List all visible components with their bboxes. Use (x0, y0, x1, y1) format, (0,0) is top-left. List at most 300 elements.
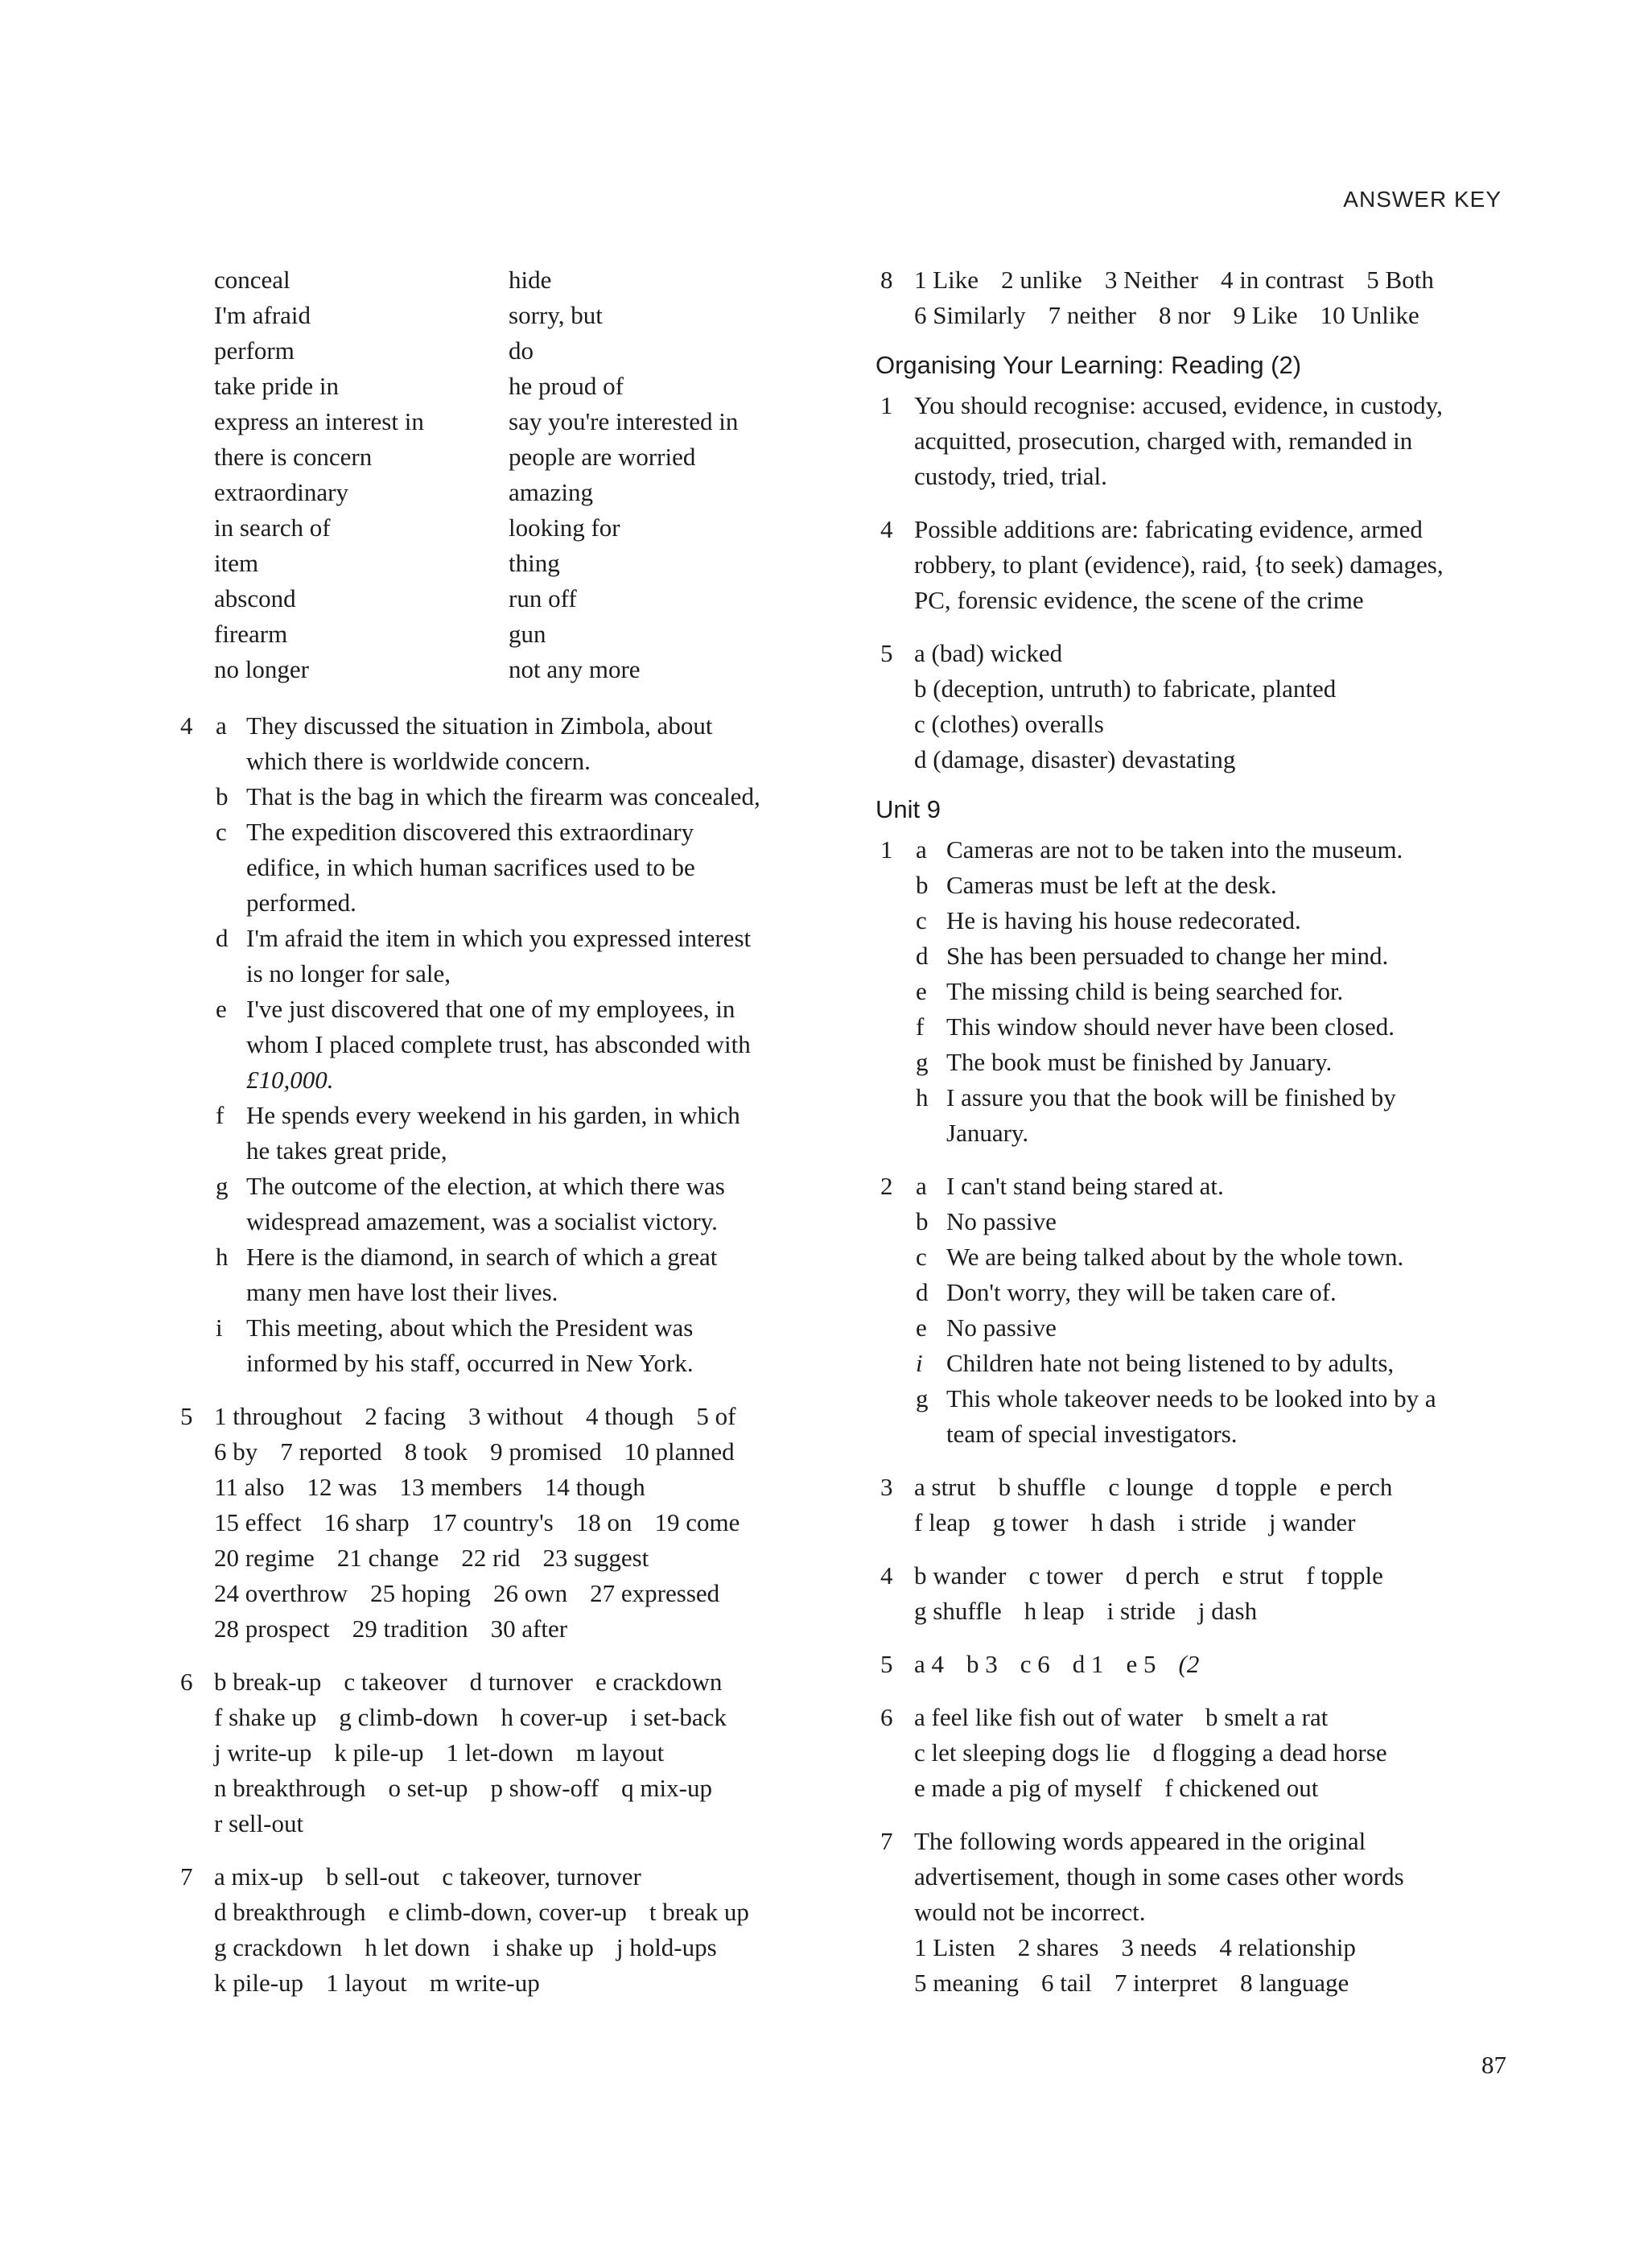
answer-entry: d 1 (1072, 1650, 1104, 1678)
answer-entry: j wander (1268, 1508, 1356, 1536)
answer-entry: k pile-up (214, 1969, 304, 1997)
answer-entry: 1 Like (914, 266, 979, 294)
page-number: 87 (1481, 2051, 1506, 2079)
answer-entry: 23 suggest (542, 1544, 649, 1572)
answer-entry: 3 Neither (1104, 266, 1199, 294)
unit9-exercise-3 (876, 1470, 1527, 1540)
vocab-equivalent: not any more (509, 655, 641, 683)
item-letter: a (216, 711, 227, 740)
answer-entry: 28 prospect (214, 1614, 330, 1643)
answer-entry: r sell-out (214, 1809, 304, 1837)
answer-entry: 3 needs (1121, 1933, 1197, 1961)
left-column (175, 262, 819, 2019)
exercise-number: 5 (180, 1402, 193, 1430)
answer-item (214, 1098, 819, 1169)
answer-entry: q mix-up (621, 1774, 712, 1802)
answer-item (914, 1381, 1527, 1452)
answer-line: widespread amazement, was a socialist victory. (246, 1207, 718, 1235)
vocab-equivalent: sorry, but (509, 301, 603, 329)
answer-entry: g tower (992, 1508, 1069, 1536)
item-letter: b (916, 1207, 929, 1235)
exercise-number: 1 (880, 391, 893, 419)
answer-line: edifice, in which human sacrifices used to be (246, 853, 695, 881)
answer-entry: d flogging a dead horse (1152, 1738, 1387, 1767)
answer-entry: b break-up (214, 1668, 322, 1696)
answer-entry: a mix-up (214, 1862, 304, 1891)
answer-entry: e 5 (1126, 1650, 1156, 1678)
reading-answer-4 (876, 512, 1527, 618)
unit9-exercise-6 (876, 1700, 1527, 1806)
answer-item (914, 1080, 1527, 1151)
answer-line (214, 1399, 819, 1434)
answer-item (914, 832, 1527, 868)
answer-entry: 22 rid (461, 1544, 521, 1572)
exercise-5 (175, 1399, 819, 1647)
answer-entry: t break up (649, 1898, 749, 1926)
vocab-term: conceal (214, 266, 290, 294)
answer-entry: 2 unlike (1001, 266, 1082, 294)
exercise-number: 3 (880, 1473, 893, 1501)
answer-line: They discussed the situation in Zimbola, about (246, 711, 713, 740)
item-letter: g (916, 1384, 929, 1412)
answer-entry: m write-up (429, 1969, 540, 1997)
answer-entry: 6 tail (1041, 1969, 1092, 1997)
answer-line (914, 1965, 1527, 2001)
answer-entry: e strut (1222, 1561, 1284, 1590)
answer-entry: 1 throughout (214, 1402, 343, 1430)
answer-item (914, 1045, 1527, 1080)
answer-item (914, 1346, 1527, 1381)
vocab-equivalent: people are worried (509, 443, 696, 471)
answer-line: The missing child is being searched for. (946, 977, 1344, 1005)
item-letter: e (916, 977, 927, 1005)
answer-line: performed. (246, 889, 356, 917)
answer-line (214, 1505, 819, 1540)
answer-line: I'm afraid the item in which you expressed interest (246, 924, 752, 952)
answer-item (214, 992, 819, 1098)
answer-line (214, 1895, 819, 1930)
answer-item (214, 814, 819, 921)
exercise-number: 6 (180, 1668, 193, 1696)
answer-line (914, 262, 1527, 298)
answer-entry: f shake up (214, 1703, 317, 1731)
answer-line: whom I placed complete trust, has absconded with (246, 1030, 751, 1058)
item-letter: h (916, 1083, 929, 1111)
exercise-7 (175, 1859, 819, 2001)
answer-line: robbery, to plant (evidence), raid, {to seek) damages, (914, 551, 1444, 579)
answer-line: The outcome of the election, at which there was (246, 1172, 725, 1200)
answer-entry: c let sleeping dogs lie (914, 1738, 1131, 1767)
vocab-pair-row (214, 404, 819, 439)
answer-line (214, 1859, 819, 1895)
answer-line (214, 1965, 819, 2001)
answer-line: advertisement, though in some cases other words (914, 1862, 1404, 1891)
item-letter: f (216, 1101, 225, 1129)
answer-line (214, 1735, 819, 1771)
answer-item (914, 1009, 1527, 1045)
answer-entry: 30 after (490, 1614, 568, 1643)
answer-entry: g climb-down (339, 1703, 479, 1731)
answer-entry: 17 country's (431, 1508, 554, 1536)
answer-entry: 4 relationship (1219, 1933, 1356, 1961)
answer-entry: 19 come (654, 1508, 740, 1536)
answer-item (914, 974, 1527, 1009)
answer-line (914, 1700, 1527, 1735)
answer-line (214, 1470, 819, 1505)
unit9-exercise-4 (876, 1558, 1527, 1629)
answer-entry: b sell-out (326, 1862, 420, 1891)
running-header: ANSWER KEY (1343, 187, 1502, 212)
vocab-equivalent: gun (509, 620, 546, 648)
exercise-6 (175, 1664, 819, 1841)
answer-entry: 27 expressed (590, 1579, 720, 1607)
answer-item (914, 903, 1527, 938)
vocab-equivalent: say you're interested in (509, 407, 739, 435)
answer-entry: 8 language (1240, 1969, 1349, 1997)
answer-entry: (2 (1178, 1650, 1200, 1678)
answer-line: which there is worldwide concern. (246, 747, 591, 775)
item-letter: c (916, 1243, 927, 1271)
answer-entry: c tower (1028, 1561, 1103, 1590)
exercise-4 (175, 708, 819, 1381)
answer-item (214, 921, 819, 992)
answer-item (914, 1204, 1527, 1239)
vocab-term: extraordinary (214, 478, 348, 506)
answer-line: No passive (946, 1313, 1057, 1342)
answer-entry: f topple (1306, 1561, 1383, 1590)
answer-entry: k pile-up (334, 1738, 424, 1767)
answer-line (914, 1505, 1527, 1540)
answer-line: he takes great pride, (246, 1136, 447, 1165)
answer-entry: a strut (914, 1473, 976, 1501)
answer-entry: p show-off (490, 1774, 599, 1802)
answer-entry: i stride (1106, 1597, 1176, 1625)
item-letter: b (216, 782, 229, 810)
exercise-number: 4 (180, 711, 193, 740)
answer-line: Children hate not being listened to by adults, (946, 1349, 1395, 1377)
vocab-term: take pride in (214, 372, 339, 400)
vocab-pair-row (214, 439, 819, 475)
vocab-equivalent: run off (509, 584, 577, 612)
item-letter: d (216, 924, 229, 952)
exercise-number: 4 (880, 1561, 893, 1590)
answer-line (214, 1540, 819, 1576)
answer-entry: j hold-ups (616, 1933, 717, 1961)
answer-entry: 2 shares (1017, 1933, 1099, 1961)
answer-entry: e perch (1320, 1473, 1393, 1501)
item-letter: i (916, 1349, 923, 1377)
answer-entry: 4 in contrast (1221, 266, 1345, 294)
answer-line: You should recognise: accused, evidence, in custody, (914, 391, 1443, 419)
answer-line: team of special investigators. (946, 1420, 1238, 1448)
exercise-number: 7 (180, 1862, 193, 1891)
answer-entry: 7 reported (280, 1437, 382, 1466)
answer-line: The book must be finished by January. (946, 1048, 1333, 1076)
vocab-term: in search of (214, 513, 331, 542)
answer-entry: b shuffle (998, 1473, 1086, 1501)
answer-entry: 7 neither (1048, 301, 1136, 329)
answer-line: No passive (946, 1207, 1057, 1235)
exercise-number: 6 (880, 1703, 893, 1731)
answer-item (214, 1169, 819, 1239)
answer-line: He spends every weekend in his garden, in which (246, 1101, 740, 1129)
answer-entry: 6 by (214, 1437, 258, 1466)
vocab-pair-row (214, 581, 819, 616)
answer-item (214, 1310, 819, 1381)
vocab-equivalent: amazing (509, 478, 594, 506)
answer-line: She has been persuaded to change her mind. (946, 942, 1389, 970)
item-letter: d (916, 1278, 929, 1306)
vocab-pair-row (214, 546, 819, 581)
answer-line: is no longer for sale, (246, 959, 451, 988)
exercise-number: 5 (880, 639, 893, 667)
answer-entry: 11 also (214, 1473, 285, 1501)
answer-line: d (damage, disaster) devastating (914, 745, 1236, 773)
answer-line: b (deception, untruth) to fabricate, planted (914, 674, 1337, 703)
answer-line: The following words appeared in the original (914, 1827, 1366, 1855)
vocab-pair-row (214, 475, 819, 510)
answer-entry: 15 effect (214, 1508, 302, 1536)
item-letter: i (216, 1313, 223, 1342)
item-letter: d (916, 942, 929, 970)
vocab-term: I'm afraid (214, 301, 311, 329)
answer-line: I've just discovered that one of my employees, in (246, 995, 735, 1023)
answer-line (914, 1771, 1527, 1806)
vocab-term: express an interest in (214, 407, 424, 435)
unit9-exercise-7 (876, 1824, 1527, 2001)
answer-line: PC, forensic evidence, the scene of the crime (914, 586, 1364, 614)
vocab-equivalent: do (509, 336, 534, 365)
answer-entry: h leap (1024, 1597, 1085, 1625)
answer-line: a (bad) wicked (914, 639, 1063, 667)
vocabulary-pairs (214, 262, 819, 687)
answer-line: custody, tried, trial. (914, 462, 1107, 490)
answer-line: Here is the diamond, in search of which a great (246, 1243, 718, 1271)
answer-entry: 25 hoping (370, 1579, 472, 1607)
unit9-exercise-5 (876, 1647, 1527, 1682)
item-letter: a (916, 835, 927, 864)
item-letter: e (216, 995, 227, 1023)
answer-line: would not be incorrect. (914, 1898, 1146, 1926)
answer-entry: 1 Listen (914, 1933, 995, 1961)
answer-entry: 2 facing (365, 1402, 447, 1430)
item-letter: e (916, 1313, 927, 1342)
right-column (876, 262, 1527, 2019)
answer-line: That is the bag in which the firearm was concealed, (246, 782, 760, 810)
answer-entry: h cover-up (501, 1703, 608, 1731)
unit9-exercise-2 (876, 1169, 1527, 1452)
vocab-equivalent: hide (509, 266, 552, 294)
answer-entry: d turnover (469, 1668, 573, 1696)
answer-item (214, 779, 819, 814)
answer-entry: 3 without (468, 1402, 564, 1430)
answer-entry: j dash (1197, 1597, 1258, 1625)
answer-item (914, 1310, 1527, 1346)
answer-entry: 7 interpret (1114, 1969, 1218, 1997)
answer-entry: e made a pig of myself (914, 1774, 1143, 1802)
vocab-equivalent: he proud of (509, 372, 624, 400)
vocab-pair-row (214, 652, 819, 687)
answer-entry: 24 overthrow (214, 1579, 348, 1607)
answer-entry: 1 let-down (446, 1738, 554, 1767)
item-letter: c (916, 906, 927, 934)
answer-entry: 10 planned (624, 1437, 735, 1466)
answer-entry: 5 of (696, 1402, 736, 1430)
answer-entry: 9 promised (490, 1437, 602, 1466)
answer-line: This window should never have been closed. (946, 1012, 1395, 1041)
item-letter: a (916, 1172, 927, 1200)
answer-line: informed by his staff, occurred in New York. (246, 1349, 694, 1377)
exercise-number: 5 (880, 1650, 893, 1678)
answer-line (214, 1930, 819, 1965)
answer-line: Don't worry, they will be taken care of. (946, 1278, 1337, 1306)
vocab-term: item (214, 549, 259, 577)
answer-entry: c lounge (1108, 1473, 1194, 1501)
answer-entry: g shuffle (914, 1597, 1002, 1625)
answer-entry: 8 took (404, 1437, 468, 1466)
answer-line (214, 1700, 819, 1735)
vocab-pair-row (214, 333, 819, 369)
reading-answer-1 (876, 388, 1527, 494)
item-letter: g (916, 1048, 929, 1076)
exercise-number: 7 (880, 1827, 893, 1855)
exercise-number: 8 (880, 266, 893, 294)
vocab-pair-row (214, 616, 819, 652)
answer-entry: 16 sharp (323, 1508, 410, 1536)
answer-line: Cameras must be left at the desk. (946, 871, 1277, 899)
answer-entry: d breakthrough (214, 1898, 366, 1926)
answer-line: He is having his house redecorated. (946, 906, 1301, 934)
answer-item (914, 938, 1527, 974)
answer-entry: f leap (914, 1508, 970, 1536)
answer-entry: 10 Unlike (1320, 301, 1419, 329)
answer-entry: b 3 (966, 1650, 998, 1678)
vocab-pair-row (214, 510, 819, 546)
answer-entry: e crackdown (595, 1668, 723, 1696)
answer-line (914, 1558, 1527, 1594)
answer-entry: 12 was (307, 1473, 377, 1501)
answer-line (914, 1735, 1527, 1771)
vocab-term: no longer (214, 655, 309, 683)
answer-entry: c takeover, turnover (442, 1862, 641, 1891)
answer-entry: 1 layout (326, 1969, 407, 1997)
answer-entry: f chickened out (1164, 1774, 1319, 1802)
answer-item (914, 1169, 1527, 1204)
answer-entry: 8 nor (1158, 301, 1211, 329)
item-letter: b (916, 871, 929, 899)
answer-entry: 20 regime (214, 1544, 315, 1572)
answer-entry: 9 Like (1233, 301, 1298, 329)
answer-entry: j write-up (214, 1738, 312, 1767)
answer-line (914, 298, 1527, 333)
exercise-8 (876, 262, 1527, 333)
answer-entry: 6 Similarly (914, 301, 1026, 329)
answer-item (214, 708, 819, 779)
answer-line (214, 1806, 819, 1841)
answer-entry: 21 change (336, 1544, 439, 1572)
answer-entry: h let down (365, 1933, 471, 1961)
answer-entry: 26 own (493, 1579, 568, 1607)
item-letter: c (216, 818, 227, 846)
vocab-term: abscond (214, 584, 296, 612)
section-heading-unit-9: Unit 9 (876, 795, 941, 823)
answer-entry: 14 though (544, 1473, 645, 1501)
answer-item (914, 868, 1527, 903)
item-letter: f (916, 1012, 925, 1041)
answer-entry: o set-up (388, 1774, 468, 1802)
answer-entry: a 4 (914, 1650, 945, 1678)
item-letter: h (216, 1243, 229, 1271)
vocab-term: there is concern (214, 443, 373, 471)
answer-line: I can't stand being stared at. (946, 1172, 1224, 1200)
answer-item (214, 1239, 819, 1310)
answer-line: £10,000. (246, 1066, 334, 1094)
answer-item (914, 1275, 1527, 1310)
answer-line (914, 1930, 1527, 1965)
answer-line: c (clothes) overalls (914, 710, 1104, 738)
reading-answer-5 (876, 636, 1527, 777)
answer-entry: b wander (914, 1561, 1007, 1590)
answer-line: Cameras are not to be taken into the museum. (946, 835, 1403, 864)
answer-entry: i shake up (492, 1933, 594, 1961)
answer-line: Possible additions are: fabricating evidence, armed (914, 515, 1423, 543)
answer-entry: d perch (1125, 1561, 1200, 1590)
vocab-term: firearm (214, 620, 288, 648)
answer-entry: h dash (1090, 1508, 1156, 1536)
answer-line (914, 1594, 1527, 1629)
answer-entry: 13 members (399, 1473, 522, 1501)
unit9-exercise-1 (876, 832, 1527, 1151)
answer-entry: n breakthrough (214, 1774, 366, 1802)
vocab-equivalent: looking for (509, 513, 620, 542)
vocab-pair-row (214, 298, 819, 333)
answer-line: acquitted, prosecution, charged with, remanded in (914, 427, 1413, 455)
answer-line (914, 1647, 1527, 1682)
answer-entry: 4 though (586, 1402, 674, 1430)
item-letter: g (216, 1172, 229, 1200)
answer-line: I assure you that the book will be finished by (946, 1083, 1396, 1111)
answer-entry: i stride (1177, 1508, 1246, 1536)
answer-entry: d topple (1216, 1473, 1298, 1501)
vocab-pair-row (214, 262, 819, 298)
answer-line (214, 1771, 819, 1806)
answer-line: January. (946, 1119, 1029, 1147)
answer-entry: b smelt a rat (1205, 1703, 1329, 1731)
exercise-number: 4 (880, 515, 893, 543)
answer-line (214, 1664, 819, 1700)
answer-entry: 5 meaning (914, 1969, 1019, 1997)
answer-item (914, 1239, 1527, 1275)
answer-entry: 18 on (575, 1508, 632, 1536)
exercise-number: 2 (880, 1172, 893, 1200)
answer-line: This meeting, about which the President was (246, 1313, 694, 1342)
exercise-number: 1 (880, 835, 893, 864)
answer-line: The expedition discovered this extraordinary (246, 818, 694, 846)
answer-line (214, 1434, 819, 1470)
vocab-term: perform (214, 336, 295, 365)
answer-line (214, 1611, 819, 1647)
answer-line (914, 1470, 1527, 1505)
answer-entry: a feel like fish out of water (914, 1703, 1183, 1731)
vocab-equivalent: thing (509, 549, 560, 577)
answer-entry: 5 Both (1366, 266, 1434, 294)
vocab-pair-row (214, 369, 819, 404)
answer-entry: c takeover (344, 1668, 447, 1696)
answer-line: This whole takeover needs to be looked into by a (946, 1384, 1436, 1412)
answer-line: We are being talked about by the whole town. (946, 1243, 1404, 1271)
answer-entry: e climb-down, cover-up (388, 1898, 627, 1926)
answer-entry: g crackdown (214, 1933, 343, 1961)
